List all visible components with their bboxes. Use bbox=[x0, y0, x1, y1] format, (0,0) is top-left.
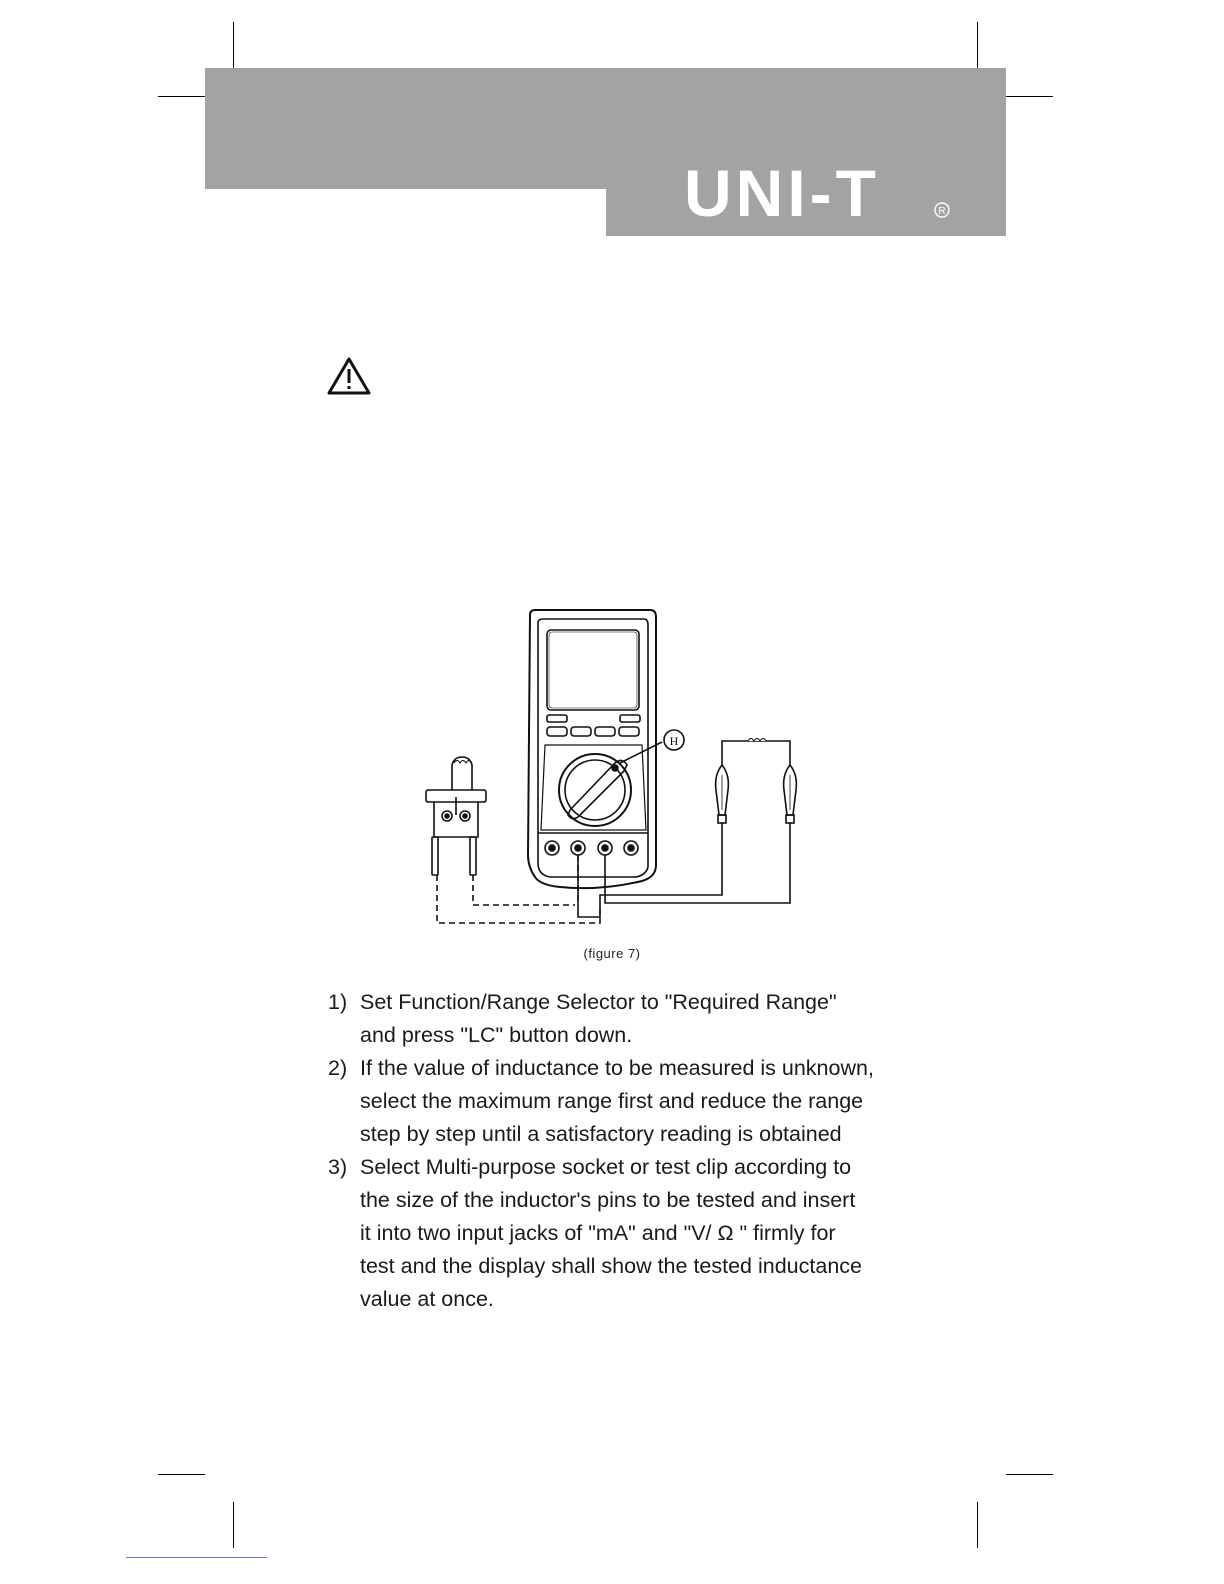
crop-mark bbox=[977, 1502, 978, 1548]
inductor-symbol: H bbox=[669, 734, 679, 748]
step-text: step by step until a satisfactory reading is obtained bbox=[360, 1122, 842, 1146]
brand-name: UNI-T bbox=[684, 158, 880, 224]
step-text: Select Multi-purpose socket or test clip according to bbox=[360, 1155, 852, 1179]
crop-mark bbox=[158, 96, 205, 97]
page-link-underline bbox=[126, 1557, 267, 1558]
warning-triangle-icon bbox=[326, 356, 372, 396]
step-text: value at once. bbox=[360, 1287, 494, 1311]
crop-mark bbox=[1006, 1474, 1053, 1475]
step-text: select the maximum range first and reduce the range bbox=[360, 1089, 864, 1113]
step-text: If the value of inductance to be measured is unknown, bbox=[360, 1056, 874, 1080]
step-item bbox=[328, 1151, 948, 1316]
step-item bbox=[328, 986, 948, 1052]
step-number: 1) bbox=[328, 990, 348, 1014]
figure-caption: (figure 7) bbox=[583, 946, 641, 961]
multi-purpose-socket bbox=[426, 757, 486, 875]
crop-mark bbox=[233, 22, 234, 68]
uni-t-logo bbox=[684, 158, 954, 224]
crop-mark bbox=[977, 22, 978, 68]
step-text: it into two input jacks of "mA" and "V/ Ω " firmly for bbox=[360, 1221, 836, 1245]
step-number: 2) bbox=[328, 1056, 348, 1080]
step-text: and press "LC" button down. bbox=[360, 1023, 633, 1047]
step-text: test and the display shall show the tested inductance bbox=[360, 1254, 862, 1278]
crop-mark bbox=[1006, 96, 1053, 97]
step-number: 3) bbox=[328, 1155, 348, 1179]
multimeter bbox=[528, 610, 684, 888]
instruction-steps bbox=[328, 986, 948, 1316]
crop-mark bbox=[233, 1502, 234, 1548]
step-text: Set Function/Range Selector to "Required Range" bbox=[360, 990, 837, 1014]
step-text: the size of the inductor's pins to be tested and insert bbox=[360, 1188, 856, 1212]
crop-mark bbox=[158, 1474, 205, 1475]
meter-diagram bbox=[410, 605, 810, 935]
registered-mark: R bbox=[938, 206, 946, 217]
step-item bbox=[328, 1052, 948, 1151]
